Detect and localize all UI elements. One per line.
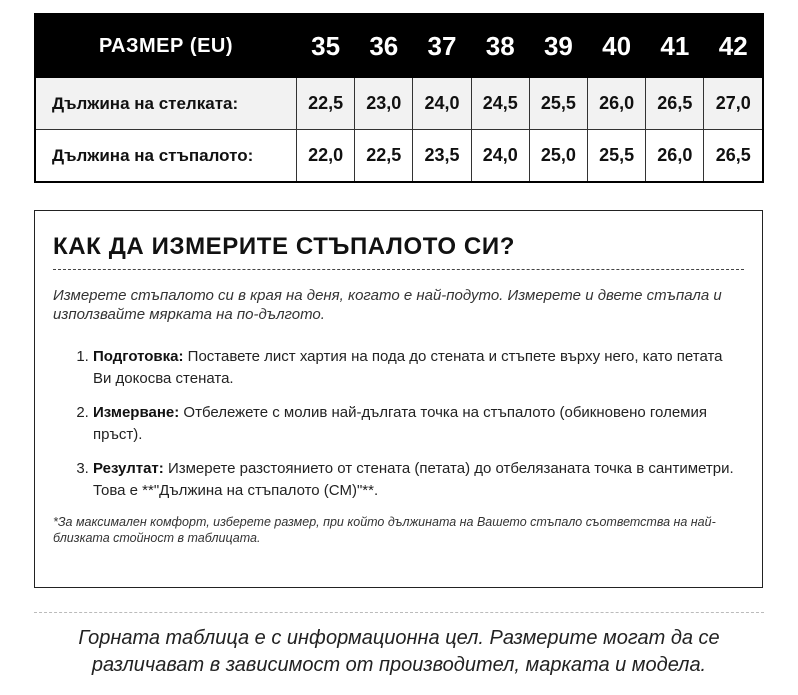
table-cell: 23,0 [355, 78, 413, 130]
size-41: 41 [646, 14, 704, 78]
table-cell: 22,5 [355, 130, 413, 183]
step-title: Измерване: [93, 404, 180, 421]
size-38: 38 [471, 14, 529, 78]
section-divider [34, 612, 764, 613]
insole-length-label: Дължина на стелката: [35, 78, 297, 130]
table-cell: 26,0 [588, 78, 646, 130]
size-header-label: РАЗМЕР (EU) [35, 14, 297, 78]
table-cell: 24,0 [471, 130, 529, 183]
table-cell: 26,0 [646, 130, 704, 183]
step-text: Поставете лист хартия на пода до стената и стъпете върху него, като петата Ви докосва стената. [93, 348, 723, 387]
table-cell: 22,0 [297, 130, 355, 183]
insole-length-row [35, 78, 763, 130]
list-item [93, 458, 744, 502]
foot-length-row [35, 130, 763, 183]
table-cell: 22,5 [297, 78, 355, 130]
comfort-note: *За максимален комфорт, изберете размер, при който дължината на Вашето стъпало съответства на най-близката стойност в таблицата. [53, 515, 716, 545]
disclaimer-text: Горната таблица е с информационна цел. Размерите могат да се различават в зависимост от производител, марката и модела. [78, 627, 720, 676]
table-cell: 23,5 [413, 130, 471, 183]
size-40: 40 [588, 14, 646, 78]
step-title: Резултат: [93, 460, 164, 477]
foot-length-label: Дължина на стъпалото: [35, 130, 297, 183]
size-header-row [35, 14, 763, 78]
table-cell: 25,5 [529, 78, 587, 130]
how-to-measure-intro: Измерете стъпалото си в края на деня, когато е най-подуто. Измерете и двете стъпала и използвайте мярката на по-дългото. [53, 287, 722, 323]
size-39: 39 [529, 14, 587, 78]
table-cell: 25,5 [588, 130, 646, 183]
table-cell: 27,0 [704, 78, 763, 130]
list-item [93, 402, 744, 446]
size-35: 35 [297, 14, 355, 78]
table-cell: 24,0 [413, 78, 471, 130]
table-cell: 25,0 [529, 130, 587, 183]
table-cell: 24,5 [471, 78, 529, 130]
step-title: Подготовка: [93, 348, 184, 365]
list-item [93, 346, 744, 390]
step-text: Измерете разстоянието от стената (петата) до отбелязаната точка в сантиметри. Това е **"Дължина на стъпалото (СМ)"**. [93, 460, 734, 499]
step-text: Отбележете с молив най-дългата точка на стъпалото (обикновено големия пръст). [93, 404, 707, 443]
how-to-measure-box [34, 210, 763, 588]
size-42: 42 [704, 14, 763, 78]
size-36: 36 [355, 14, 413, 78]
size-chart-table [34, 13, 764, 183]
how-to-measure-title: КАК ДА ИЗМЕРИТЕ СТЪПАЛОТО СИ? [53, 233, 744, 270]
table-cell: 26,5 [646, 78, 704, 130]
measure-steps-list [53, 346, 744, 502]
table-cell: 26,5 [704, 130, 763, 183]
size-37: 37 [413, 14, 471, 78]
